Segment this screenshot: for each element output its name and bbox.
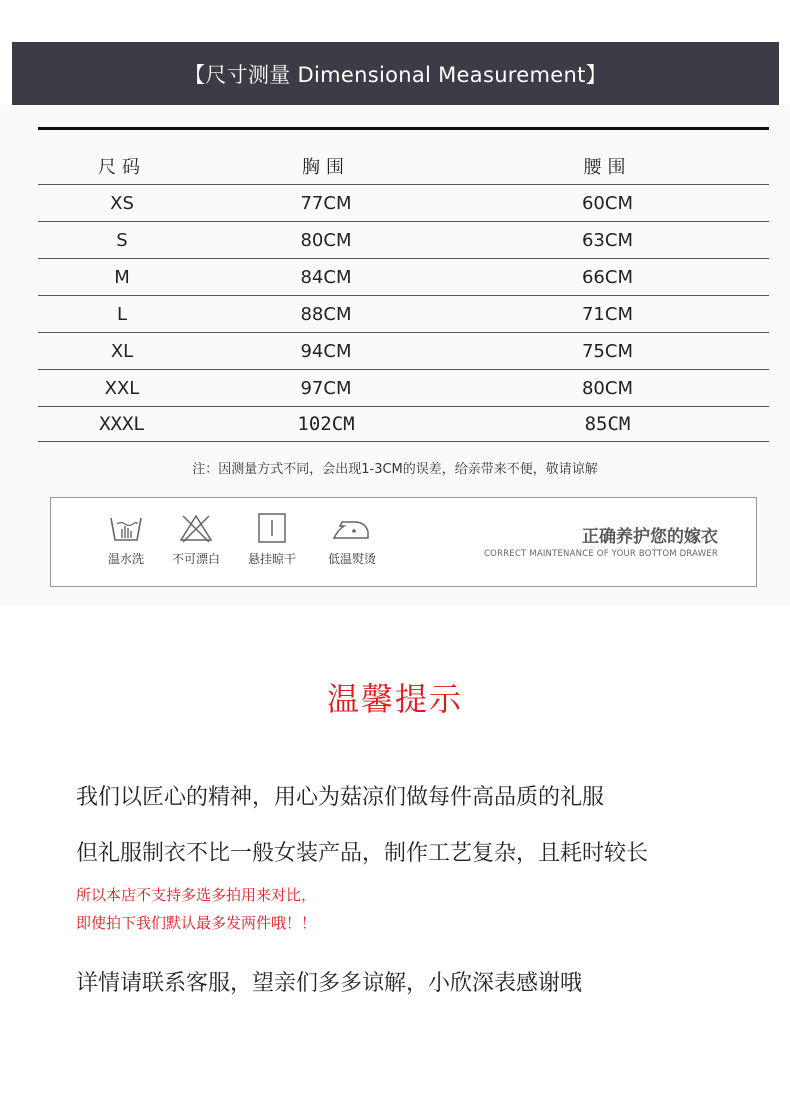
waist-cell: 80CM [446,370,769,407]
table-row [38,370,769,407]
low-iron-icon [330,512,374,544]
waist-cell: 71CM [446,296,769,333]
chest-cell: 88CM [206,296,446,333]
header-title: 【尺寸测量 Dimensional Measurement】 [184,62,607,87]
tips-red-line-2: 即使拍下我们默认最多发两件哦！！ [76,914,317,932]
chest-cell: 84CM [206,259,446,296]
column-header-chest: 胸围 [206,148,446,185]
chest-cell: 94CM [206,333,446,370]
table-row [38,259,769,296]
table-row [38,185,769,222]
size-table [38,148,769,442]
column-header-size: 尺码 [38,148,206,185]
waist-cell: 60CM [446,185,769,222]
size-cell: S [38,222,206,259]
care-item-warm-wash [91,512,161,567]
table-row [38,407,769,442]
care-label: 不可漂白 [171,552,220,566]
care-instructions-box [50,497,757,587]
size-cell: XL [38,333,206,370]
column-header-waist: 腰围 [446,148,769,185]
care-item-low-iron [317,512,387,567]
no-bleach-icon [177,512,215,544]
chest-cell: 80CM [206,222,446,259]
waist-cell: 85CM [446,407,769,442]
table-header-row [38,148,769,185]
care-title: 正确养护您的嫁衣 [582,527,718,547]
hang-dry-icon [253,512,291,544]
care-label: 悬挂晾干 [247,552,296,566]
care-item-hang-dry [237,512,307,567]
care-label: 温水洗 [107,552,144,566]
warm-wash-icon [107,512,145,544]
tips-line-3: 详情请联系客服，望亲们多多谅解，小欣深表感谢哦 [76,971,583,996]
waist-cell: 63CM [446,222,769,259]
size-cell: XXL [38,370,206,407]
size-cell: XS [38,185,206,222]
table-row [38,333,769,370]
tips-red-line-1: 所以本店不支持多选多拍用来对比， [76,886,317,904]
size-cell: XXXL [38,407,206,442]
table-top-rule [38,127,769,130]
tips-line-2: 但礼服制衣不比一般女装产品，制作工艺复杂，且耗时较长 [76,841,649,866]
care-subtitle: CORRECT MAINTENANCE OF YOUR BOTTOM DRAWER [484,549,718,559]
chest-cell: 97CM [206,370,446,407]
size-cell: M [38,259,206,296]
waist-cell: 66CM [446,259,769,296]
chest-cell: 102CM [206,407,446,442]
care-item-no-bleach [161,512,231,567]
tips-title: 温馨提示 [326,680,463,718]
measurement-note: 注：因测量方式不同，会出现1-3CM的误差，给亲带来不便，敬请谅解 [192,462,598,477]
table-row [38,222,769,259]
care-label: 低温熨烫 [327,552,376,566]
size-cell: L [38,296,206,333]
header-banner [12,42,779,105]
tips-line-1: 我们以匠心的精神，用心为菇凉们做每件高品质的礼服 [76,785,605,810]
table-row [38,296,769,333]
chest-cell: 77CM [206,185,446,222]
waist-cell: 75CM [446,333,769,370]
